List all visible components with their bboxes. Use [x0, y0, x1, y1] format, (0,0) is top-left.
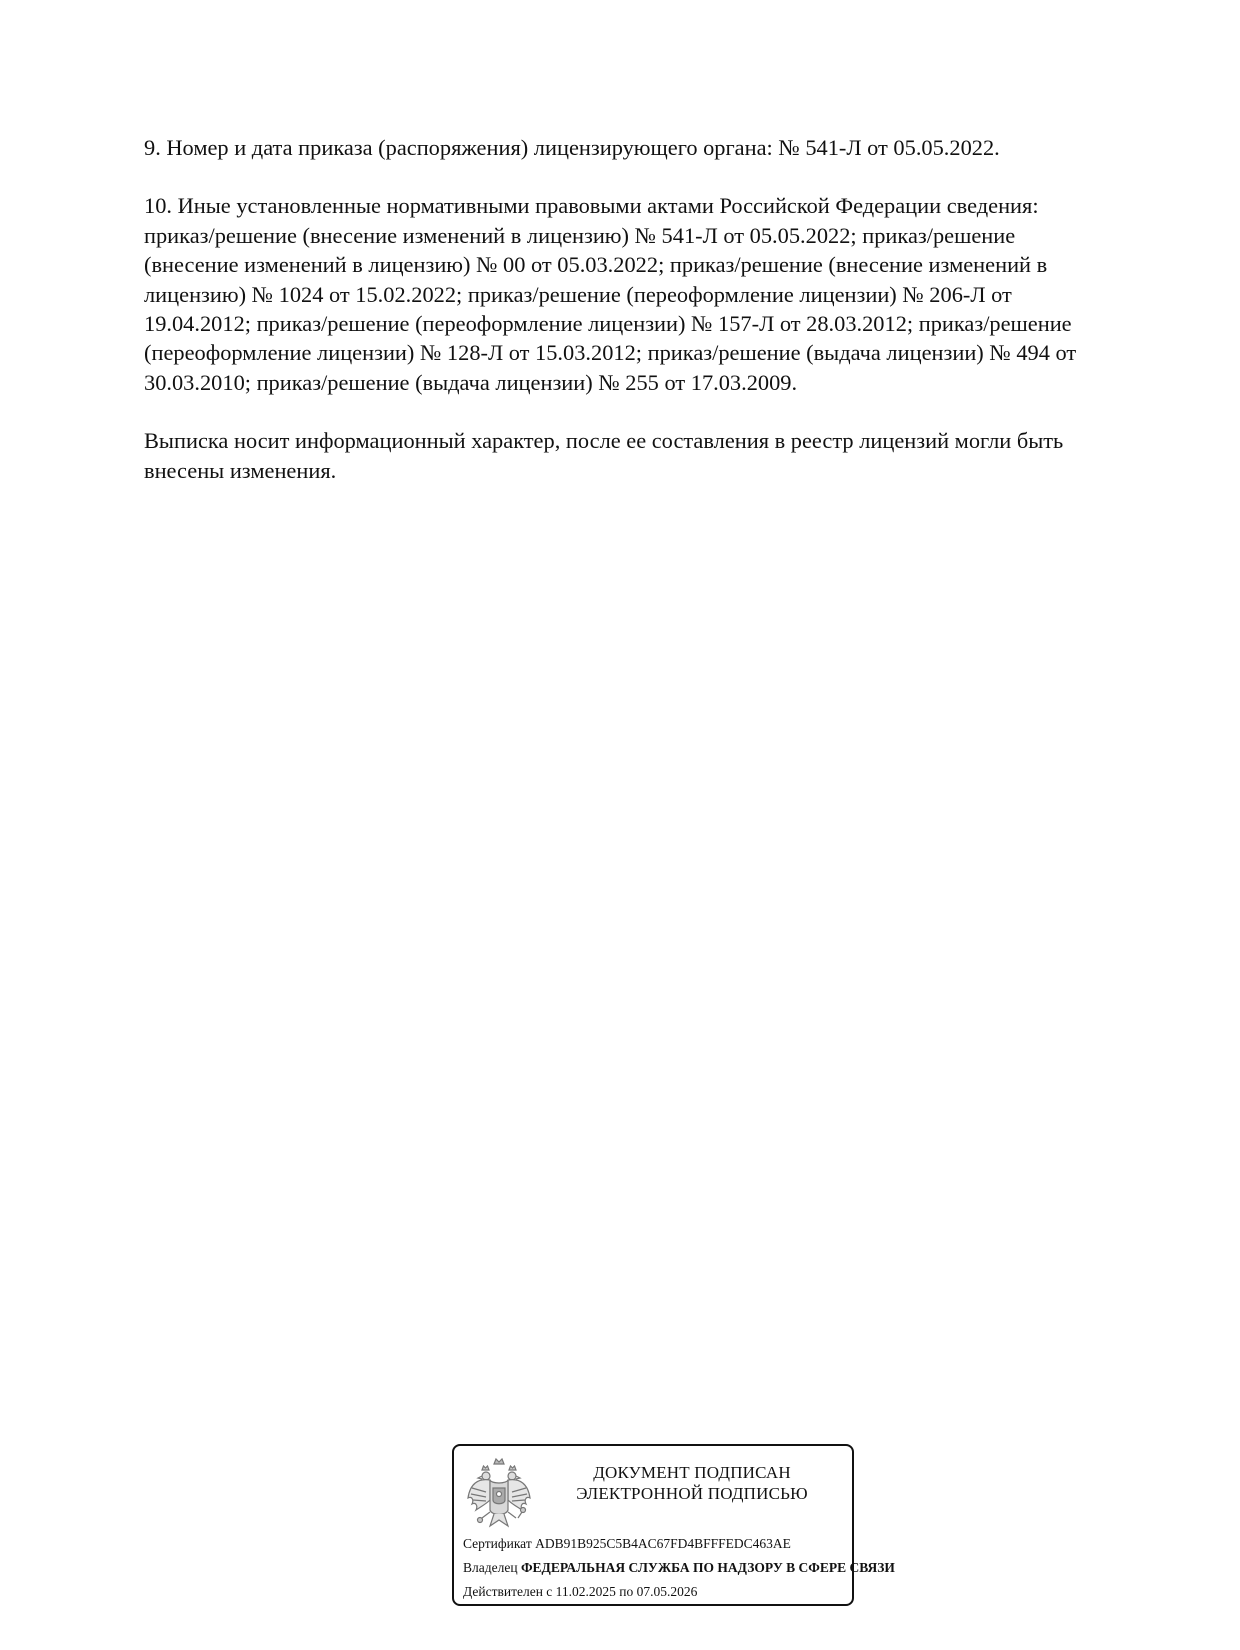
electronic-signature-stamp [452, 1444, 895, 1606]
stamp-heading-line: ЭЛЕКТРОННОЙ ПОДПИСЬЮ [576, 1484, 808, 1503]
certificate-row [463, 1532, 863, 1556]
text-line: 10. Иные установленные нормативными правовыми актами Российской Федерации сведения: [144, 193, 1039, 219]
owner-value: ФЕДЕРАЛЬНАЯ СЛУЖБА ПО НАДЗОРУ В СФЕРЕ СВЯЗИ [520, 1560, 895, 1575]
text-line: (внесение изменений в лицензию) № 00 от 05.03.2022; приказ/решение (внесение изменений в [144, 252, 1048, 278]
double-headed-eagle-emblem-icon [464, 1454, 534, 1534]
validity-row: Действителен с 11.02.2025 по 07.05.2026 [463, 1584, 698, 1599]
text-line: (переоформление лицензии) № 128-Л от 15.03.2012; приказ/решение (выдача лицензии) № 494 от [144, 340, 1077, 366]
stamp-info [463, 1532, 895, 1604]
text-line: лицензию) № 1024 от 15.02.2022; приказ/решение (переоформление лицензии) № 206-Л от [144, 281, 1012, 307]
text-line: внесены изменения. [144, 457, 337, 483]
text-line: приказ/решение (внесение изменений в лицензию) № 541-Л от 05.05.2022; приказ/решение [144, 222, 1016, 248]
paragraph-other-information [144, 191, 1144, 397]
stamp-heading-line: ДОКУМЕНТ ПОДПИСАН [593, 1463, 791, 1482]
stamp-heading [542, 1462, 842, 1504]
text-line: 30.03.2010; приказ/решение (выдача лицензии) № 255 от 17.03.2009. [144, 369, 798, 395]
paragraph-order-number [144, 133, 1144, 162]
text-line: 19.04.2012; приказ/решение (переоформление лицензии) № 157-Л от 28.03.2012; приказ/решение [144, 311, 1072, 337]
text-line: Выписка носит информационный характер, после ее составления в реестр лицензий могли быть [144, 428, 1064, 454]
text-line: 9. Номер и дата приказа (распоряжения) лицензирующего органа: № 541-Л от 05.05.2022. [144, 135, 1000, 160]
owner-row [463, 1556, 895, 1580]
paragraph-disclaimer [144, 426, 1144, 485]
owner-label: Владелец [463, 1560, 518, 1575]
document-body [144, 133, 1144, 514]
certificate-label: Сертификат [463, 1536, 532, 1551]
certificate-value: ADB91B925C5B4AC67FD4BFFFEDC463AE [535, 1536, 791, 1551]
